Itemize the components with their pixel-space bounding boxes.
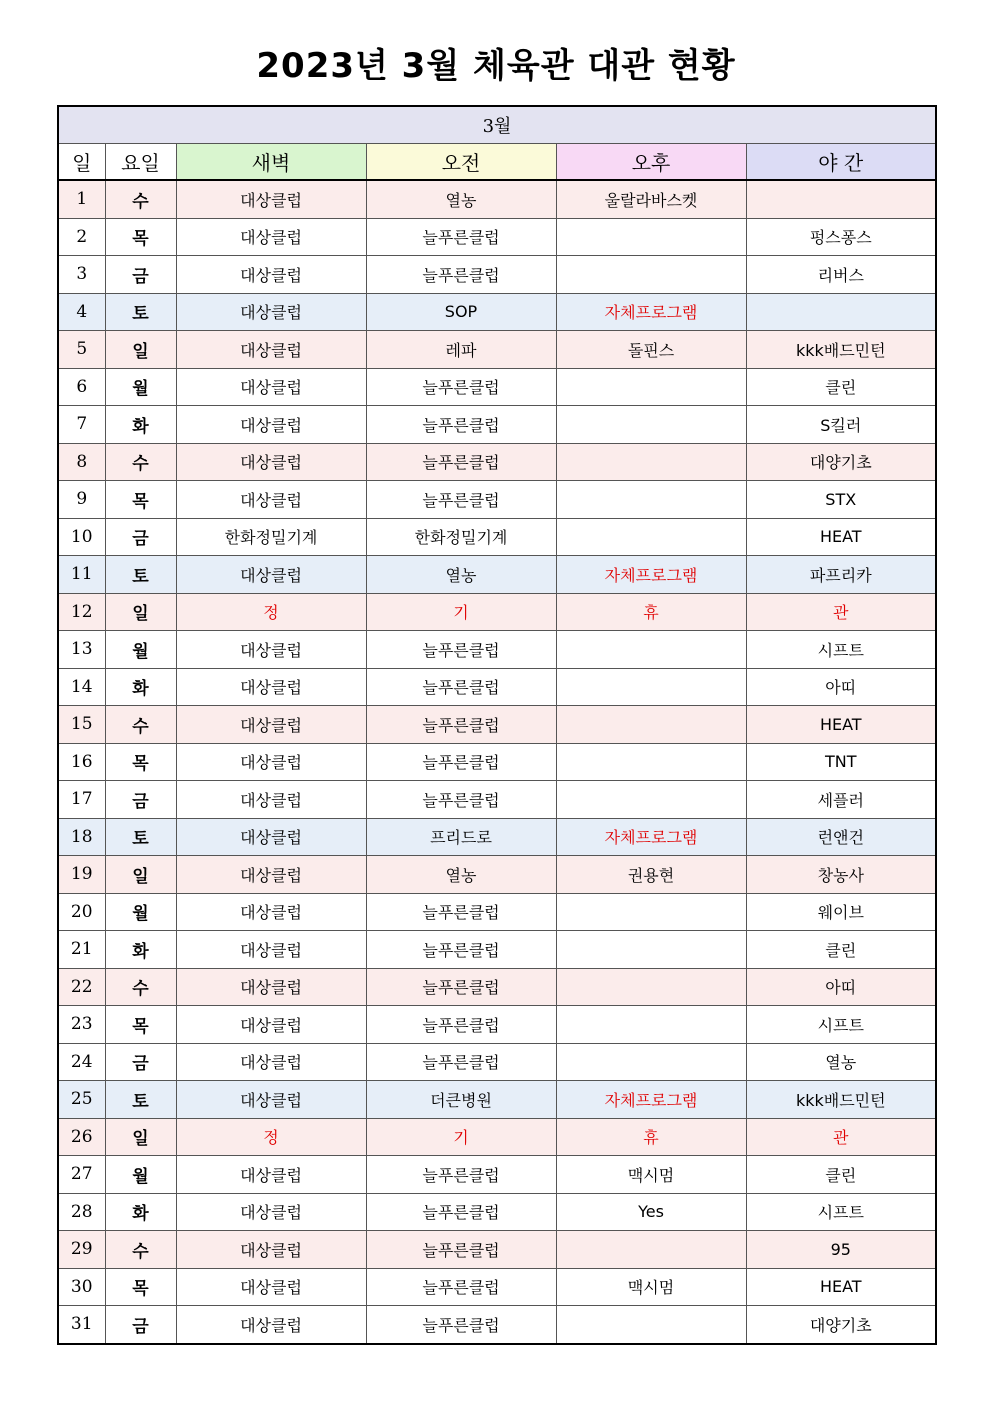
day-cell: 27	[58, 1156, 105, 1194]
day-cell: 2	[58, 218, 105, 256]
day-cell: 28	[58, 1193, 105, 1231]
dawn-cell: 대상클럽	[176, 1268, 366, 1306]
month-header-row	[58, 106, 936, 144]
night-cell: 95	[746, 1231, 936, 1269]
dawn-cell: 대상클럽	[176, 856, 366, 894]
morning-cell: 더큰병원	[366, 1081, 556, 1119]
table-row	[58, 706, 936, 744]
day-cell: 29	[58, 1231, 105, 1269]
afternoon-cell: 휴	[556, 593, 746, 631]
morning-cell: 늘푸른클럽	[366, 1043, 556, 1081]
day-cell: 21	[58, 931, 105, 969]
day-cell: 9	[58, 481, 105, 519]
night-cell: HEAT	[746, 518, 936, 556]
weekday-cell: 화	[105, 931, 176, 969]
morning-cell: 늘푸른클럽	[366, 668, 556, 706]
day-cell: 16	[58, 743, 105, 781]
afternoon-cell: 자체프로그램	[556, 818, 746, 856]
afternoon-cell	[556, 368, 746, 406]
afternoon-cell	[556, 706, 746, 744]
table-row	[58, 1043, 936, 1081]
afternoon-cell: 자체프로그램	[556, 556, 746, 594]
dawn-cell: 정	[176, 593, 366, 631]
dawn-cell: 대상클럽	[176, 743, 366, 781]
weekday-cell: 금	[105, 1043, 176, 1081]
table-row	[58, 1156, 936, 1194]
afternoon-cell	[556, 218, 746, 256]
weekday-cell: 금	[105, 256, 176, 294]
dawn-cell: 대상클럽	[176, 818, 366, 856]
dawn-cell: 대상클럽	[176, 1231, 366, 1269]
table-row	[58, 668, 936, 706]
night-cell: 대양기초	[746, 1306, 936, 1344]
morning-cell: 늘푸른클럽	[366, 931, 556, 969]
table-row	[58, 518, 936, 556]
weekday-cell: 월	[105, 893, 176, 931]
night-cell: 아띠	[746, 668, 936, 706]
table-row	[58, 331, 936, 369]
table-row	[58, 968, 936, 1006]
dawn-cell: 대상클럽	[176, 443, 366, 481]
table-row	[58, 218, 936, 256]
night-cell: 런앤건	[746, 818, 936, 856]
weekday-cell: 목	[105, 1006, 176, 1044]
table-row	[58, 893, 936, 931]
night-cell: HEAT	[746, 706, 936, 744]
morning-cell: 열농	[366, 556, 556, 594]
morning-cell: 늘푸른클럽	[366, 406, 556, 444]
night-cell: 창농사	[746, 856, 936, 894]
night-cell: STX	[746, 481, 936, 519]
afternoon-cell	[556, 743, 746, 781]
day-cell: 20	[58, 893, 105, 931]
afternoon-cell: 맥시멈	[556, 1156, 746, 1194]
header-dawn: 새벽	[176, 144, 366, 181]
table-row	[58, 1193, 936, 1231]
weekday-cell: 목	[105, 743, 176, 781]
dawn-cell: 대상클럽	[176, 781, 366, 819]
dawn-cell: 대상클럽	[176, 1306, 366, 1344]
afternoon-cell	[556, 1006, 746, 1044]
dawn-cell: 대상클럽	[176, 1081, 366, 1119]
morning-cell: 늘푸른클럽	[366, 743, 556, 781]
dawn-cell: 대상클럽	[176, 556, 366, 594]
dawn-cell: 대상클럽	[176, 1043, 366, 1081]
header-morning: 오전	[366, 144, 556, 181]
weekday-cell: 일	[105, 331, 176, 369]
night-cell: 시프트	[746, 631, 936, 669]
night-cell: kkk배드민턴	[746, 1081, 936, 1119]
morning-cell: 한화정밀기계	[366, 518, 556, 556]
day-cell: 22	[58, 968, 105, 1006]
afternoon-cell	[556, 1306, 746, 1344]
table-row	[58, 1231, 936, 1269]
dawn-cell: 대상클럽	[176, 1006, 366, 1044]
morning-cell: 늘푸른클럽	[366, 256, 556, 294]
afternoon-cell: 울랄라바스켓	[556, 180, 746, 218]
day-cell: 7	[58, 406, 105, 444]
afternoon-cell: 권용현	[556, 856, 746, 894]
day-cell: 24	[58, 1043, 105, 1081]
weekday-cell: 일	[105, 856, 176, 894]
weekday-cell: 금	[105, 518, 176, 556]
month-label: 3월	[58, 106, 936, 144]
night-cell: S킬러	[746, 406, 936, 444]
table-row	[58, 781, 936, 819]
morning-cell: 레파	[366, 331, 556, 369]
weekday-cell: 일	[105, 1118, 176, 1156]
afternoon-cell: 자체프로그램	[556, 293, 746, 331]
afternoon-cell	[556, 481, 746, 519]
night-cell: 클린	[746, 1156, 936, 1194]
day-cell: 30	[58, 1268, 105, 1306]
night-cell: 클린	[746, 368, 936, 406]
dawn-cell: 대상클럽	[176, 218, 366, 256]
dawn-cell: 대상클럽	[176, 481, 366, 519]
day-cell: 1	[58, 180, 105, 218]
afternoon-cell	[556, 256, 746, 294]
table-row	[58, 481, 936, 519]
day-cell: 19	[58, 856, 105, 894]
afternoon-cell	[556, 631, 746, 669]
day-cell: 14	[58, 668, 105, 706]
morning-cell: 열농	[366, 180, 556, 218]
page-title: 2023년 3월 체육관 대관 현황	[256, 46, 736, 86]
table-row	[58, 443, 936, 481]
dawn-cell: 대상클럽	[176, 331, 366, 369]
day-cell: 17	[58, 781, 105, 819]
weekday-cell: 수	[105, 968, 176, 1006]
day-cell: 11	[58, 556, 105, 594]
night-cell	[746, 293, 936, 331]
weekday-cell: 일	[105, 593, 176, 631]
afternoon-cell	[556, 931, 746, 969]
dawn-cell: 대상클럽	[176, 668, 366, 706]
day-cell: 13	[58, 631, 105, 669]
weekday-cell: 금	[105, 781, 176, 819]
weekday-cell: 수	[105, 443, 176, 481]
night-cell: kkk배드민턴	[746, 331, 936, 369]
night-cell: 웨이브	[746, 893, 936, 931]
weekday-cell: 토	[105, 818, 176, 856]
morning-cell: SOP	[366, 293, 556, 331]
night-cell: 대양기초	[746, 443, 936, 481]
dawn-cell: 대상클럽	[176, 1193, 366, 1231]
night-cell: 리버스	[746, 256, 936, 294]
morning-cell: 늘푸른클럽	[366, 893, 556, 931]
weekday-cell: 화	[105, 406, 176, 444]
table-row	[58, 743, 936, 781]
dawn-cell: 대상클럽	[176, 968, 366, 1006]
night-cell: 관	[746, 1118, 936, 1156]
night-cell: 열농	[746, 1043, 936, 1081]
table-row	[58, 1081, 936, 1119]
day-cell: 4	[58, 293, 105, 331]
morning-cell: 늘푸른클럽	[366, 1006, 556, 1044]
day-cell: 31	[58, 1306, 105, 1344]
table-row	[58, 856, 936, 894]
night-cell: TNT	[746, 743, 936, 781]
table-row	[58, 631, 936, 669]
afternoon-cell	[556, 1043, 746, 1081]
table-row	[58, 368, 936, 406]
morning-cell: 늘푸른클럽	[366, 968, 556, 1006]
morning-cell: 늘푸른클럽	[366, 218, 556, 256]
dawn-cell: 대상클럽	[176, 1156, 366, 1194]
weekday-cell: 목	[105, 481, 176, 519]
dawn-cell: 대상클럽	[176, 368, 366, 406]
dawn-cell: 대상클럽	[176, 631, 366, 669]
header-night: 야 간	[746, 144, 936, 181]
morning-cell: 늘푸른클럽	[366, 706, 556, 744]
afternoon-cell	[556, 893, 746, 931]
dawn-cell: 대상클럽	[176, 931, 366, 969]
morning-cell: 늘푸른클럽	[366, 481, 556, 519]
weekday-cell: 화	[105, 668, 176, 706]
morning-cell: 기	[366, 1118, 556, 1156]
morning-cell: 늘푸른클럽	[366, 443, 556, 481]
table-row	[58, 931, 936, 969]
day-cell: 8	[58, 443, 105, 481]
dawn-cell: 대상클럽	[176, 893, 366, 931]
day-cell: 6	[58, 368, 105, 406]
night-cell: 파프리카	[746, 556, 936, 594]
weekday-cell: 수	[105, 180, 176, 218]
dawn-cell: 한화정밀기계	[176, 518, 366, 556]
afternoon-cell: 자체프로그램	[556, 1081, 746, 1119]
day-cell: 23	[58, 1006, 105, 1044]
weekday-cell: 토	[105, 293, 176, 331]
day-cell: 15	[58, 706, 105, 744]
table-row	[58, 1306, 936, 1344]
afternoon-cell: Yes	[556, 1193, 746, 1231]
weekday-cell: 목	[105, 218, 176, 256]
afternoon-cell	[556, 781, 746, 819]
afternoon-cell	[556, 668, 746, 706]
morning-cell: 프리드로	[366, 818, 556, 856]
morning-cell: 늘푸른클럽	[366, 1193, 556, 1231]
weekday-cell: 월	[105, 368, 176, 406]
night-cell: HEAT	[746, 1268, 936, 1306]
table-row	[58, 1118, 936, 1156]
dawn-cell: 정	[176, 1118, 366, 1156]
afternoon-cell: 휴	[556, 1118, 746, 1156]
morning-cell: 늘푸른클럽	[366, 368, 556, 406]
morning-cell: 열농	[366, 856, 556, 894]
morning-cell: 늘푸른클럽	[366, 781, 556, 819]
morning-cell: 늘푸른클럽	[366, 1306, 556, 1344]
dawn-cell: 대상클럽	[176, 293, 366, 331]
morning-cell: 늘푸른클럽	[366, 1231, 556, 1269]
night-cell: 아띠	[746, 968, 936, 1006]
table-row	[58, 818, 936, 856]
weekday-cell: 수	[105, 1231, 176, 1269]
afternoon-cell: 돌핀스	[556, 331, 746, 369]
morning-cell: 기	[366, 593, 556, 631]
night-cell: 클린	[746, 931, 936, 969]
afternoon-cell	[556, 968, 746, 1006]
afternoon-cell	[556, 518, 746, 556]
night-cell	[746, 180, 936, 218]
dawn-cell: 대상클럽	[176, 256, 366, 294]
day-cell: 5	[58, 331, 105, 369]
night-cell: 펑스퐁스	[746, 218, 936, 256]
table-row	[58, 1006, 936, 1044]
morning-cell: 늘푸른클럽	[366, 1156, 556, 1194]
dawn-cell: 대상클럽	[176, 406, 366, 444]
morning-cell: 늘푸른클럽	[366, 1268, 556, 1306]
weekday-cell: 토	[105, 1081, 176, 1119]
table-row	[58, 1268, 936, 1306]
weekday-cell: 화	[105, 1193, 176, 1231]
morning-cell: 늘푸른클럽	[366, 631, 556, 669]
day-cell: 10	[58, 518, 105, 556]
table-row	[58, 593, 936, 631]
schedule-table	[57, 105, 937, 1345]
table-row	[58, 256, 936, 294]
day-cell: 26	[58, 1118, 105, 1156]
dawn-cell: 대상클럽	[176, 180, 366, 218]
day-cell: 3	[58, 256, 105, 294]
afternoon-cell	[556, 443, 746, 481]
header-day: 일	[58, 144, 105, 181]
header-weekday: 요일	[105, 144, 176, 181]
weekday-cell: 목	[105, 1268, 176, 1306]
table-row	[58, 180, 936, 218]
day-cell: 25	[58, 1081, 105, 1119]
day-cell: 12	[58, 593, 105, 631]
weekday-cell: 월	[105, 1156, 176, 1194]
weekday-cell: 토	[105, 556, 176, 594]
header-afternoon: 오후	[556, 144, 746, 181]
day-cell: 18	[58, 818, 105, 856]
afternoon-cell	[556, 1231, 746, 1269]
table-row	[58, 406, 936, 444]
night-cell: 시프트	[746, 1193, 936, 1231]
afternoon-cell	[556, 406, 746, 444]
weekday-cell: 월	[105, 631, 176, 669]
weekday-cell: 금	[105, 1306, 176, 1344]
dawn-cell: 대상클럽	[176, 706, 366, 744]
afternoon-cell: 맥시멈	[556, 1268, 746, 1306]
night-cell: 시프트	[746, 1006, 936, 1044]
column-header-row	[58, 144, 936, 181]
table-row	[58, 556, 936, 594]
weekday-cell: 수	[105, 706, 176, 744]
night-cell: 세플러	[746, 781, 936, 819]
table-row	[58, 293, 936, 331]
night-cell: 관	[746, 593, 936, 631]
